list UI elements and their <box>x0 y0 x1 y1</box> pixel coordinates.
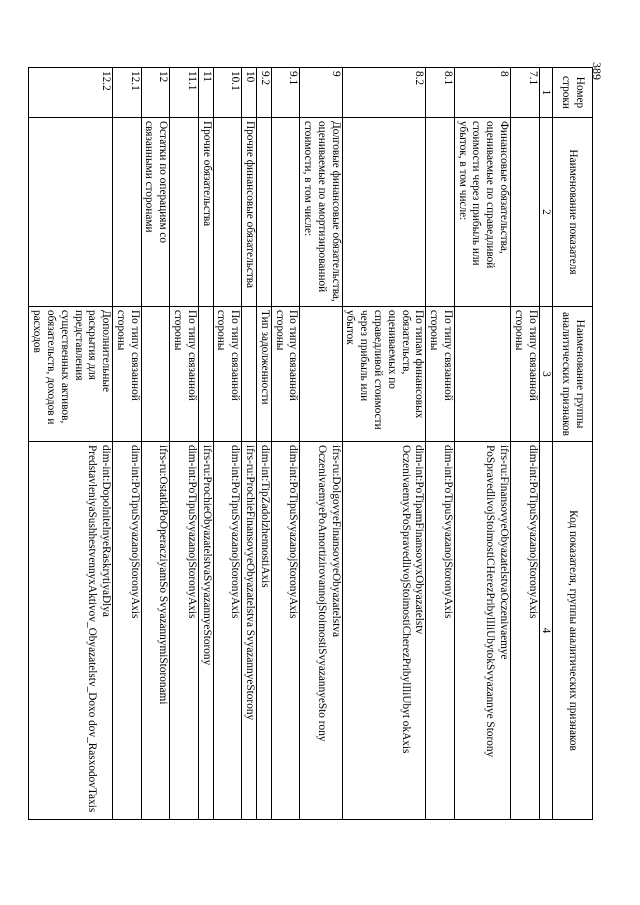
indicator-name-cell <box>113 118 142 307</box>
code-cell: ifrs-ru:ProchieObyazatelstvaSvyazannyeStorony <box>198 442 213 820</box>
row-number-cell: 8 <box>454 68 510 118</box>
indicator-name-cell <box>29 118 113 307</box>
code-cell: dim-int:PoTipuSvyazanojStoronyAxis <box>113 442 142 820</box>
group-name-cell <box>300 307 342 442</box>
indicator-name-cell <box>342 118 426 307</box>
column-number-row <box>539 68 552 820</box>
group-name-cell: По типу связанной стороны <box>213 307 242 442</box>
table-row <box>213 68 242 820</box>
group-name-cell: По типу связанной стороны <box>511 307 540 442</box>
code-cell: dim-int:PoTipuSvyazanojStoronyAxis <box>511 442 540 820</box>
group-name-cell <box>198 307 213 442</box>
code-cell: dim-int:TipZadolzhennostiAxis <box>256 442 271 820</box>
page-number: 389 <box>590 62 604 80</box>
code-cell: dim-int:PoTipamFinansovyxObyazatelstv OczenivaemyxPoSpravedlivojStoimostiCherezPribylIliUbyt okAxis <box>342 442 426 820</box>
code-cell: dim-int:DopolnitelnyeRaskrytiyaDlya PredstavleniyaSushhestvennyxAktivov_Obyazatelstv_Doxo dov_RasxodovTaxis <box>29 442 113 820</box>
table-row <box>342 68 426 820</box>
table-row <box>242 68 257 820</box>
row-number-cell: 7.1 <box>511 68 540 118</box>
table-row <box>454 68 510 820</box>
group-name-cell: По типу связанной стороны <box>271 307 300 442</box>
code-cell: dim-int:PoTipuSvyazanojStoronyAxis <box>271 442 300 820</box>
header-cell-group-name: Наименование группы аналитических признаков <box>553 307 593 442</box>
table-row <box>426 68 455 820</box>
code-cell: ifrs-ru:OstatkiPoOperacziyamSo SvyazannymiStoronami <box>141 442 170 820</box>
row-number-cell: 9.1 <box>271 68 300 118</box>
table-row <box>511 68 540 820</box>
column-number-cell: 4 <box>539 442 552 820</box>
table-row <box>256 68 271 820</box>
group-name-cell <box>242 307 257 442</box>
table-row <box>198 68 213 820</box>
row-number-cell: 11 <box>198 68 213 118</box>
row-number-cell: 9.2 <box>256 68 271 118</box>
row-number-cell: 10 <box>242 68 257 118</box>
code-cell: ifrs-ru:ProchieFinansovyeObyazatelstva SvyazannyeStorony <box>242 442 257 820</box>
column-number-cell: 3 <box>539 307 552 442</box>
table-row <box>271 68 300 820</box>
group-name-cell: По типам финансовых обязательств, оцениваемых по справедливой стоимости через прибыль или убыток <box>342 307 426 442</box>
group-name-cell: По типу связанной стороны <box>113 307 142 442</box>
indicators-table <box>28 67 593 820</box>
code-cell: dim-int:PoTipuSvyazanojStoronyAxis <box>213 442 242 820</box>
indicator-name-cell <box>271 118 300 307</box>
indicator-name-cell <box>170 118 199 307</box>
header-cell-code: Код показателя, группы аналитических признаков <box>553 442 593 820</box>
indicator-name-cell <box>511 118 540 307</box>
row-number-cell: 11.1 <box>170 68 199 118</box>
indicator-name-cell: Остатки по операциям со связанными сторонами <box>141 118 170 307</box>
header-cell-row-number: Номер строки <box>553 68 593 118</box>
table-row <box>170 68 199 820</box>
column-number-cell: 2 <box>539 118 552 307</box>
code-cell: ifrs-ru:DolgovyeFinansovyeObyazatelstva OczenivaemyePoAmortizirovannojStoimostiSvyazannyeSto rony <box>300 442 342 820</box>
indicator-name-cell: Прочие финансовые обязательства <box>242 118 257 307</box>
row-number-cell: 12.2 <box>29 68 113 118</box>
column-number-cell: 1 <box>539 68 552 118</box>
group-name-cell: Дополнительные раскрытия для представления существенных активов, обязательств, доходов и расходов <box>29 307 113 442</box>
indicator-name-cell: Прочие обязательства <box>198 118 213 307</box>
code-cell: dim-int:PoTipuSvyazanojStoronyAxis <box>426 442 455 820</box>
row-number-cell: 12.1 <box>113 68 142 118</box>
header-cell-indicator-name: Наименование показателя <box>553 118 593 307</box>
header-row <box>553 68 593 820</box>
row-number-cell: 8.2 <box>342 68 426 118</box>
group-name-cell <box>141 307 170 442</box>
table-row <box>29 68 113 820</box>
group-name-cell: Тип задолженности <box>256 307 271 442</box>
row-number-cell: 9 <box>300 68 342 118</box>
table-container <box>31 67 593 819</box>
indicator-name-cell <box>426 118 455 307</box>
indicator-name-cell: Долговые финансовые обязательства, оцениваемые по амортизированной стоимости, в том числе: <box>300 118 342 307</box>
indicator-name-cell: Финансовые обязательства, оцениваемые по справедливой стоимости через прибыль или убыток, в том числе: <box>454 118 510 307</box>
group-name-cell: По типу связанной стороны <box>170 307 199 442</box>
indicator-name-cell <box>256 118 271 307</box>
code-cell: dim-int:PoTipuSvyazanojStoronyAxis <box>170 442 199 820</box>
table-row <box>300 68 342 820</box>
row-number-cell: 8.1 <box>426 68 455 118</box>
row-number-cell: 12 <box>141 68 170 118</box>
row-number-cell: 10.1 <box>213 68 242 118</box>
table-row <box>141 68 170 820</box>
group-name-cell <box>454 307 510 442</box>
code-cell: ifrs-ru:FinansovyeObyazatelstvaOczenivaemye PoSpravedlivojStoimostiCHerezPribylIliUbytokSvyazannye Storony <box>454 442 510 820</box>
group-name-cell: По типу связанной стороны <box>426 307 455 442</box>
table-row <box>113 68 142 820</box>
indicator-name-cell <box>213 118 242 307</box>
